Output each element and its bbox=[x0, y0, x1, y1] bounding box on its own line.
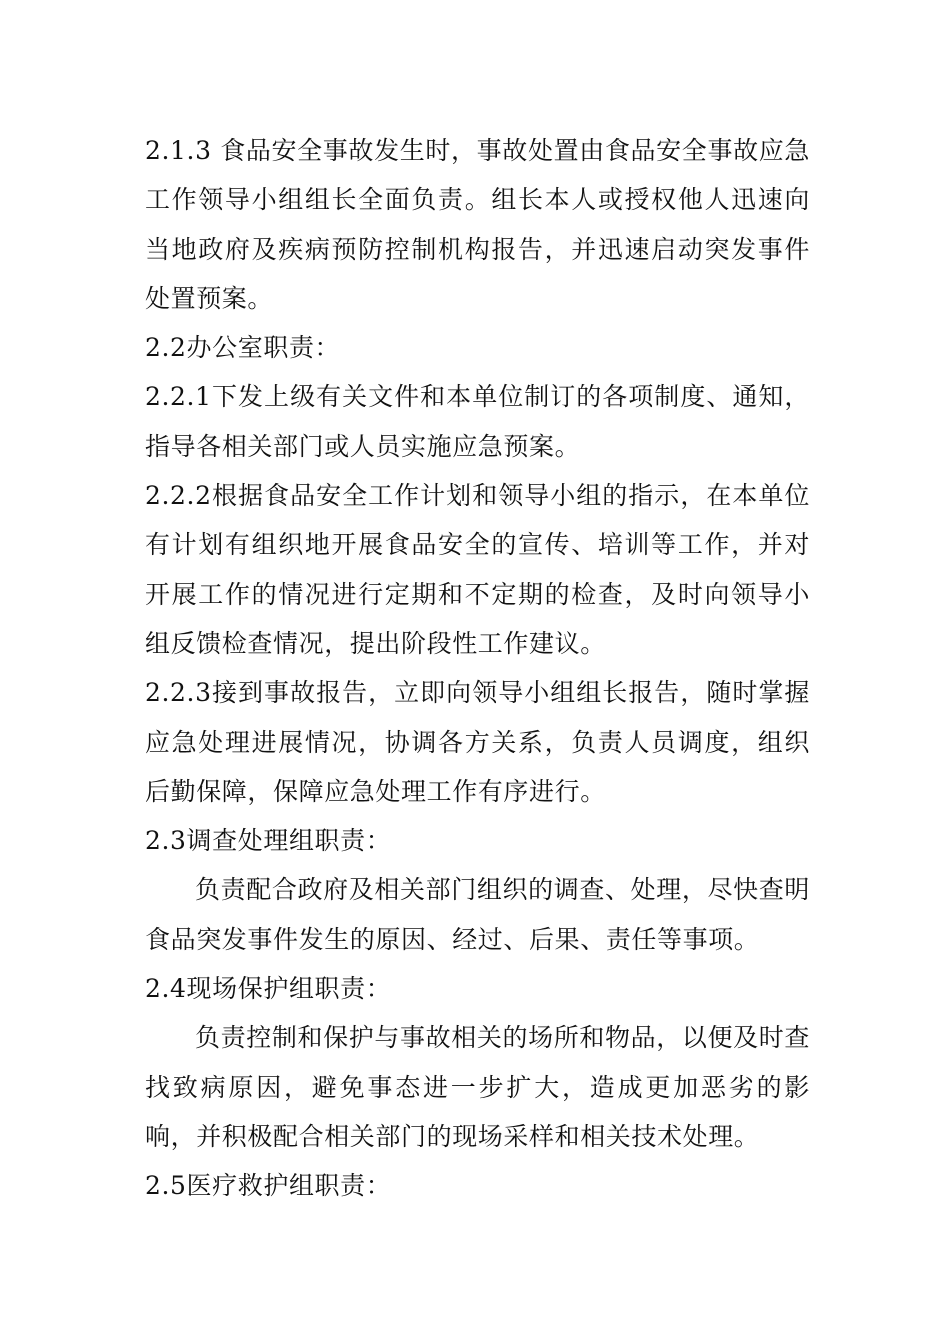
document-body bbox=[145, 126, 810, 1211]
heading-2-3-investigation-duties: 2.3调查处理组职责： bbox=[145, 826, 392, 856]
paragraph-2-3-body: 负责配合政府及相关部门组织的调查、处理，尽快查明食品突发事件发生的原因、经过、后果、责任等事项。 bbox=[145, 875, 810, 954]
heading-2-2-office-duties: 2.2办公室职责： bbox=[145, 333, 341, 363]
heading-2-4-site-protection-duties: 2.4现场保护组职责： bbox=[145, 974, 392, 1004]
heading-2-5-medical-rescue-duties: 2.5医疗救护组职责： bbox=[145, 1171, 392, 1201]
paragraph-2-2-1: 2.2.1下发上级有关文件和本单位制订的各项制度、通知，指导各相关部门或人员实施应急预案。 bbox=[145, 382, 810, 461]
paragraph-2-2-2: 2.2.2根据食品安全工作计划和领导小组的指示，在本单位有计划有组织地开展食品安全的宣传、培训等工作，并对开展工作的情况进行定期和不定期的检查，及时向领导小组反馈检查情况，提出阶段性工作建议。 bbox=[145, 481, 810, 658]
paragraph-2-2-3: 2.2.3接到事故报告，立即向领导小组组长报告，随时掌握应急处理进展情况，协调各方关系，负责人员调度，组织后勤保障，保障应急处理工作有序进行。 bbox=[145, 678, 810, 806]
paragraph-2-1-3: 2.1.3 食品安全事故发生时，事故处置由食品安全事故应急工作领导小组组长全面负责。组长本人或授权他人迅速向当地政府及疾病预防控制机构报告，并迅速启动突发事件处置预案。 bbox=[145, 136, 810, 313]
paragraph-2-4-body: 负责控制和保护与事故相关的场所和物品，以便及时查找致病原因，避免事态进一步扩大，造成更加恶劣的影响，并积极配合相关部门的现场采样和相关技术处理。 bbox=[145, 1023, 810, 1151]
